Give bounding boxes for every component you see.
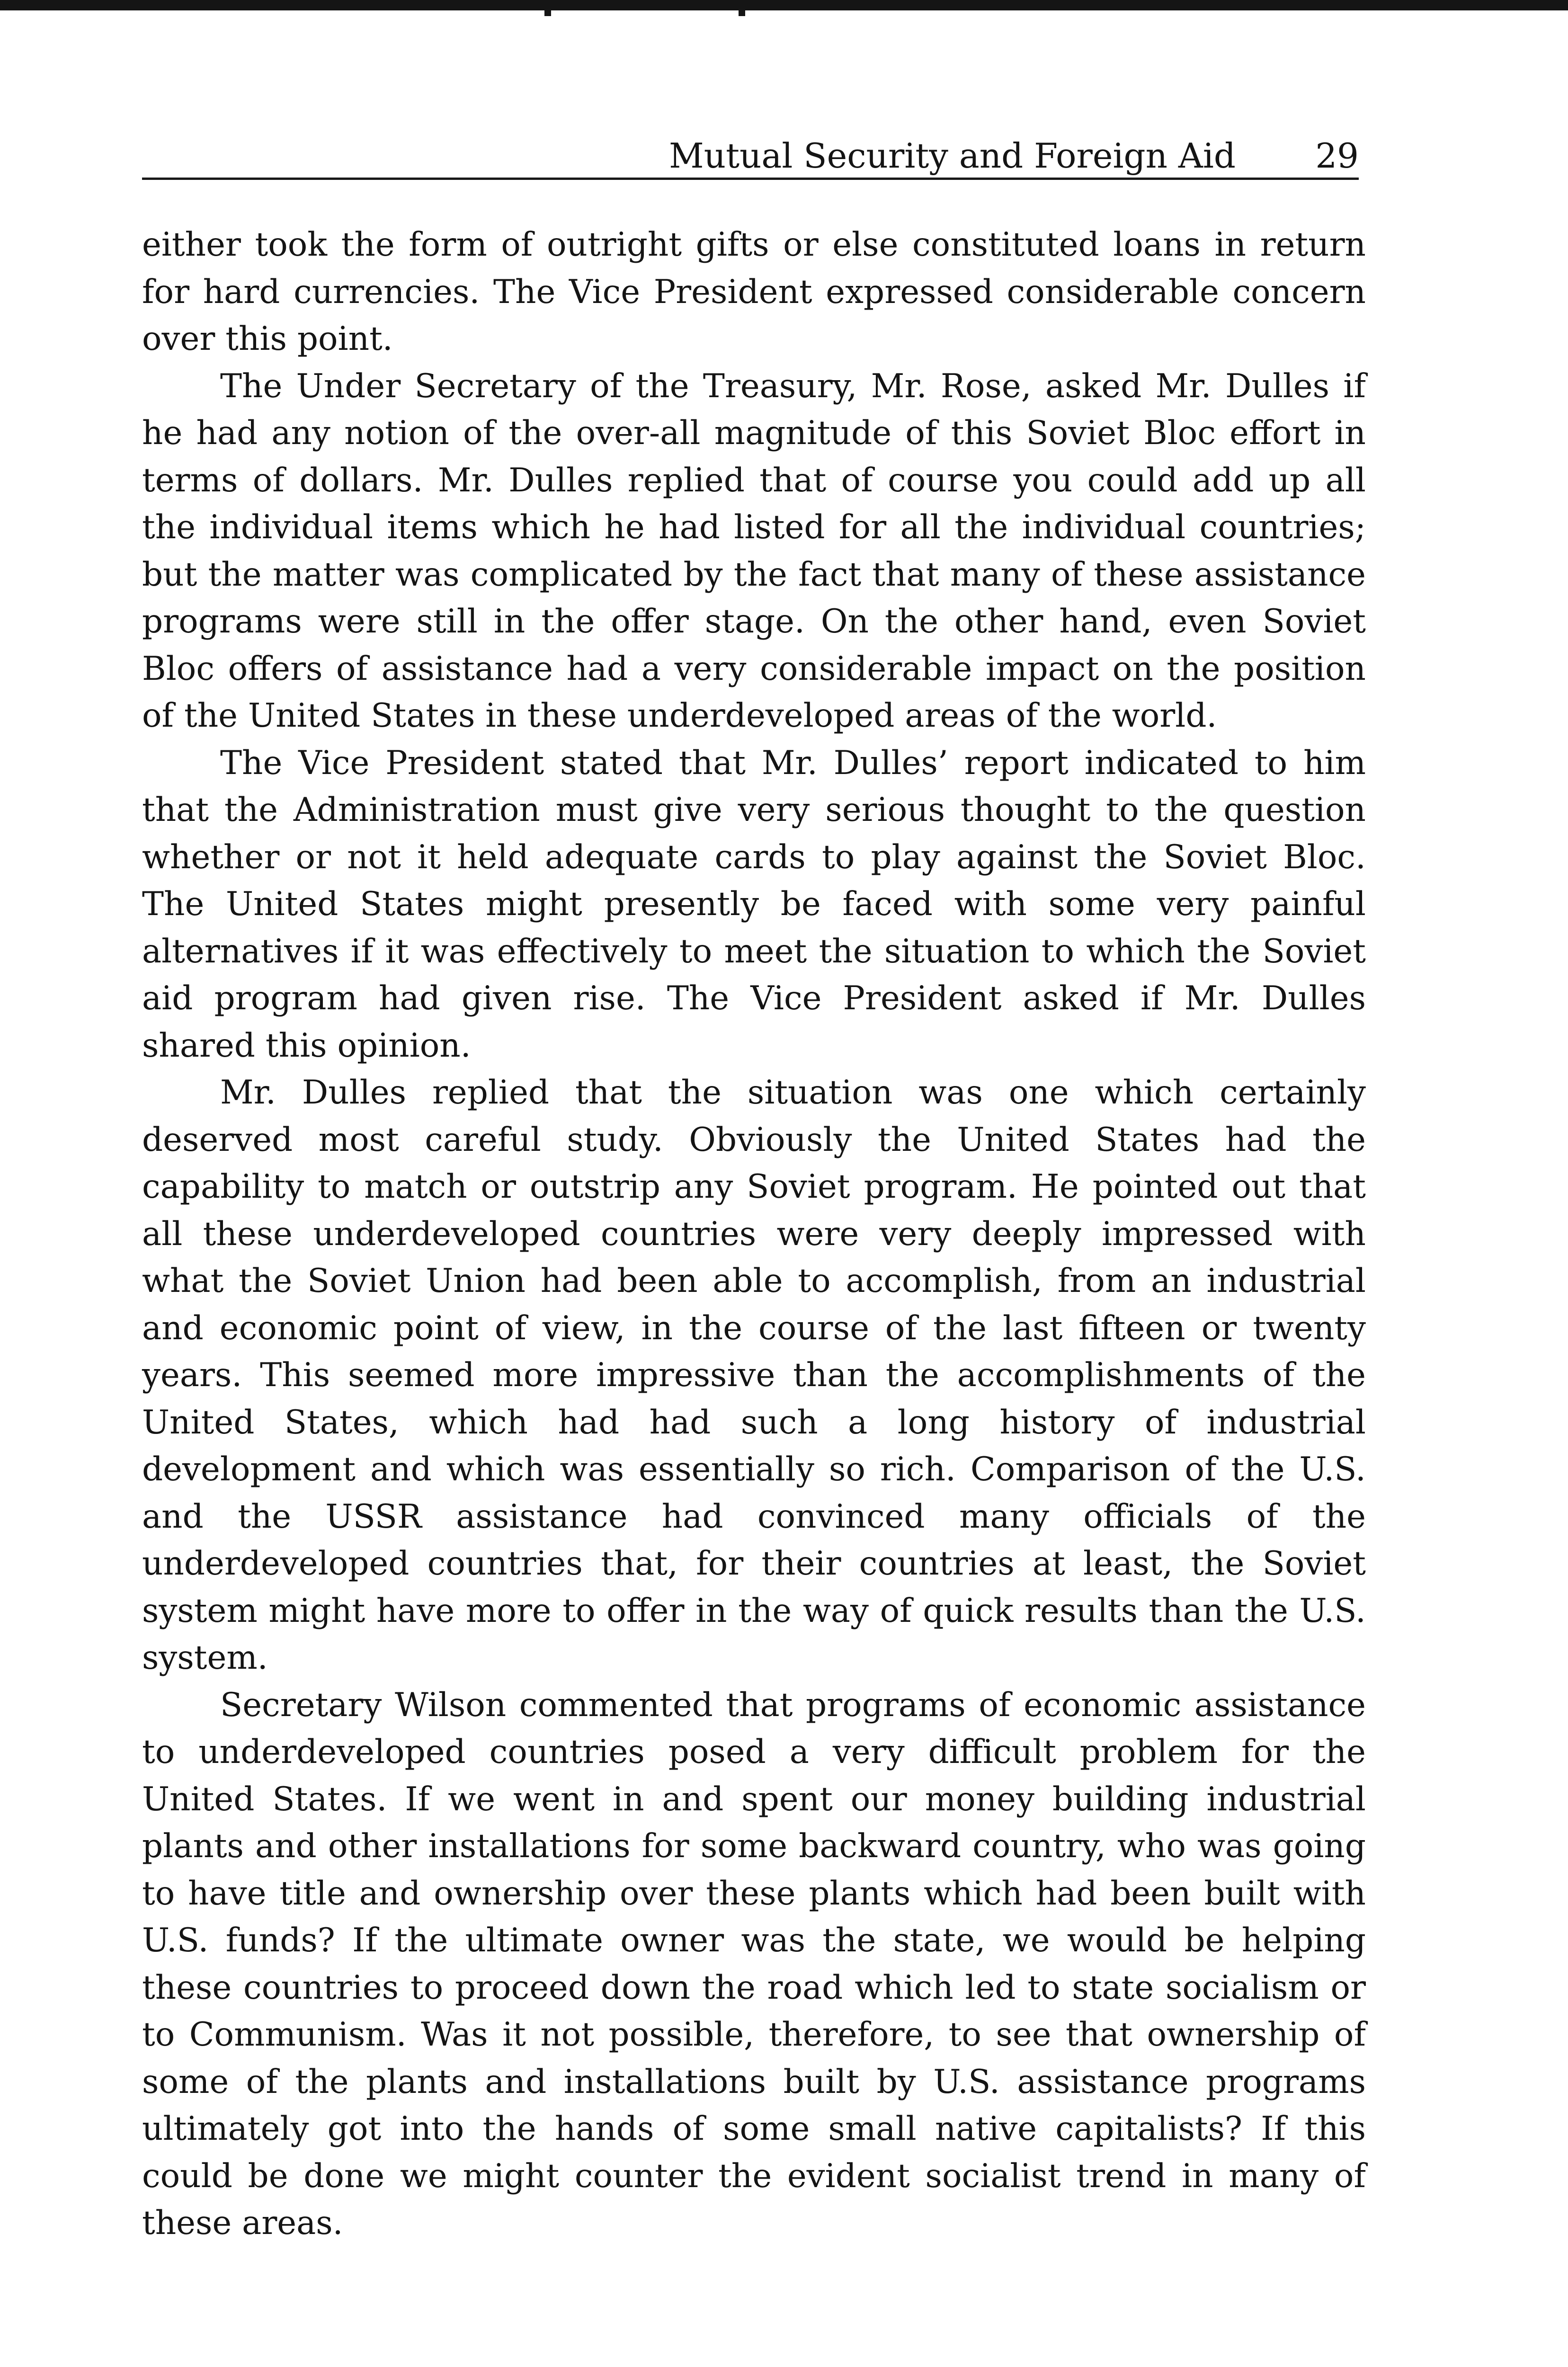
paragraph: The Vice President stated that Mr. Dulles’ report indicated to him that the Administration must give very serious thought to the question whether or not it held adequate cards to play against the Soviet Bloc. The United States might presently be faced with some very painful alternatives if it was effectively to meet the situation to which the Soviet aid program had given rise. The Vice President asked if Mr. Dulles shared this opinion. [142,744,1366,1065]
top-border-rule [0,0,1568,10]
running-header-title: Mutual Security and Foreign Aid [669,136,1236,176]
page-number: 29 [1315,136,1359,176]
body-text [142,222,1366,2247]
paragraph: either took the form of outright gifts or else constituted loans in return for hard currencies. The Vice President expressed considerable concern over this point. [142,226,1366,358]
paragraph: Mr. Dulles replied that the situation was one which certainly deserved most careful study. Obviously the United States had the capability to match or outstrip any Soviet program. He pointed out that all these underdeveloped countries were very deeply impressed with what the Soviet Union had been able to accomplish, from an industrial and economic point of view, in the course of the last fifteen or twenty years. This seemed more impressive than the accomplishments of the United States, which had had such a long history of industrial development and which was essentially so rich. Comparison of the U.S. and the USSR assistance had convinced many officials of the underdeveloped countries that, for their countries at least, the Soviet system might have more to offer in the way of quick results than the U.S. system. [142,1074,1366,1677]
paragraph: Secretary Wilson commented that programs of economic assistance to underdeveloped countries posed a very difficult problem for the United States. If we went in and spent our money building industrial plants and other installations for some backward country, who was going to have title and ownership over these plants which had been built with U.S. funds? If the ultimate owner was the state, we would be helping these countries to proceed down the road which led to state socialism or to Communism. Was it not possible, therefore, to see that ownership of some of the plants and installations built by U.S. assistance programs ultimately got into the hands of some small native capitalists? If this could be done we might counter the evident socialist trend in many of these areas. [142,1686,1366,2242]
top-border-notch [544,0,551,16]
top-border-notch [739,0,745,16]
running-header [142,133,1359,180]
paragraph: The Under Secretary of the Treasury, Mr. Rose, asked Mr. Dulles if he had any notion of the over-all magnitude of this Soviet Bloc effort in terms of dollars. Mr. Dulles replied that of course you could add up all the individual items which he had listed for all the individual countries; but the matter was complicated by the fact that many of these assistance programs were still in the offer stage. On the other hand, even Soviet Bloc offers of assistance had a very considerable impact on the position of the United States in these underdeveloped areas of the world. [142,367,1366,735]
